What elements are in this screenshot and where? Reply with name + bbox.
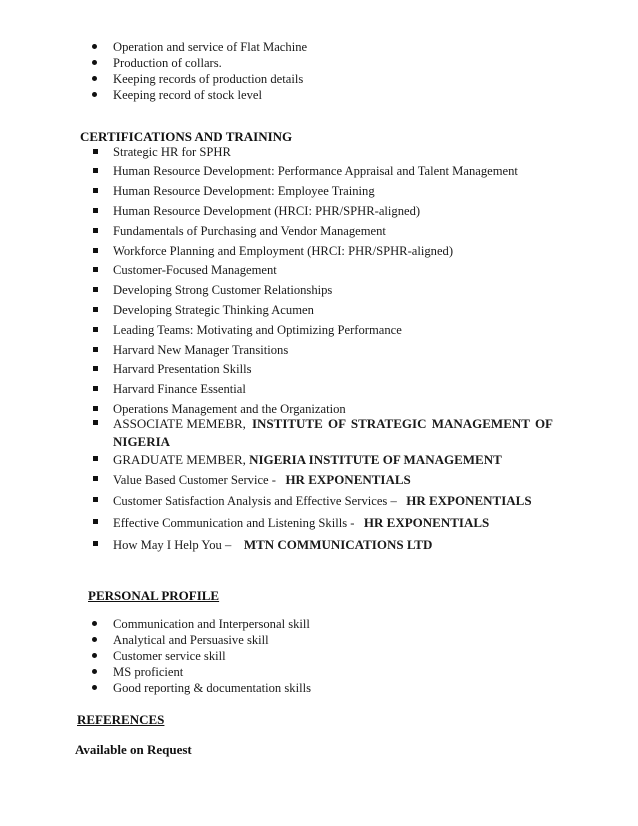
bullet-icon <box>92 653 97 658</box>
bullet-icon <box>92 685 97 690</box>
list-item <box>113 617 310 632</box>
square-bullet-icon <box>93 366 98 371</box>
list-item <box>113 88 262 103</box>
square-bullet-icon <box>93 476 98 481</box>
list-item-text: Operation and service of Flat Machine <box>113 40 308 54</box>
list-item-text: Customer-Focused Management <box>113 263 277 277</box>
list-item-text: Developing Strong Customer Relationships <box>113 283 333 297</box>
list-item <box>113 263 277 278</box>
list-item-text: MS proficient <box>113 665 184 679</box>
communication-prefix: Effective Communication and Listening Skills - <box>113 516 355 530</box>
square-bullet-icon <box>93 287 98 292</box>
list-item-text: Leading Teams: Motivating and Optimizing Performance <box>113 323 402 337</box>
personal-profile-heading: PERSONAL PROFILE <box>88 588 220 603</box>
list-item-text: Human Resource Development: Employee Training <box>113 184 375 198</box>
list-item-text: Harvard Presentation Skills <box>113 362 252 376</box>
bullet-icon <box>92 621 97 626</box>
list-item <box>113 224 386 239</box>
list-item-text: Keeping record of stock level <box>113 88 262 102</box>
square-bullet-icon <box>93 267 98 272</box>
references-heading: REFERENCES <box>77 712 165 727</box>
satisfaction-prefix: Customer Satisfaction Analysis and Effective Services – <box>113 494 397 508</box>
list-item <box>113 343 288 358</box>
list-item <box>113 244 453 259</box>
list-item-text: Strategic HR for SPHR <box>113 145 231 159</box>
square-bullet-icon <box>93 208 98 213</box>
list-item <box>113 184 375 199</box>
certifications-heading: CERTIFICATIONS AND TRAINING <box>80 129 293 144</box>
associate-org-line2: NIGERIA <box>113 434 171 449</box>
bullet-icon <box>92 76 97 81</box>
list-item-satisfaction <box>113 493 532 509</box>
square-bullet-icon <box>93 248 98 253</box>
list-item <box>113 204 420 219</box>
list-item <box>113 303 314 318</box>
help-org: MTN COMMUNICATIONS LTD <box>243 537 433 552</box>
bullet-icon <box>92 44 97 49</box>
communication-org: HR EXPONENTIALS <box>363 515 490 530</box>
list-item <box>113 649 226 664</box>
list-item <box>113 665 183 680</box>
list-item <box>113 164 518 179</box>
square-bullet-icon <box>93 420 98 425</box>
list-item-text: Fundamentals of Purchasing and Vendor Management <box>113 224 386 238</box>
square-bullet-icon <box>93 188 98 193</box>
list-item-text: Workforce Planning and Employment (HRCI: PHR/SPHR-aligned) <box>113 244 454 258</box>
list-item-text: Good reporting & documentation skills <box>113 681 311 695</box>
bullet-icon <box>92 669 97 674</box>
list-item-text: Developing Strategic Thinking Acumen <box>113 303 314 317</box>
list-item-text: Production of collars. <box>113 56 222 70</box>
square-bullet-icon <box>93 327 98 332</box>
help-prefix: How May I Help You – <box>113 538 232 552</box>
value-prefix: Value Based Customer Service - <box>113 473 276 487</box>
square-bullet-icon <box>93 307 98 312</box>
list-item-text: Human Resource Development: Performance Appraisal and Talent Management <box>113 164 518 178</box>
list-item-text: Customer service skill <box>113 649 226 663</box>
square-bullet-icon <box>93 541 98 546</box>
square-bullet-icon <box>93 497 98 502</box>
list-item <box>113 72 303 87</box>
list-item-graduate <box>113 452 502 468</box>
value-org: HR EXPONENTIALS <box>285 472 411 487</box>
square-bullet-icon <box>93 406 98 411</box>
list-item <box>113 402 346 417</box>
bullet-icon <box>92 60 97 65</box>
associate-org: INSTITUTE OF STRATEGIC MANAGEMENT OF <box>251 416 553 431</box>
list-item-help <box>113 537 432 553</box>
list-item-value <box>113 472 411 488</box>
list-item <box>113 145 231 160</box>
list-item-text: Analytical and Persuasive skill <box>113 633 269 647</box>
list-item-text: Harvard New Manager Transitions <box>113 343 289 357</box>
list-item-communication <box>113 515 489 531</box>
square-bullet-icon <box>93 228 98 233</box>
associate-line <box>113 416 553 432</box>
list-item <box>113 56 222 71</box>
list-item-text: Human Resource Development (HRCI: PHR/SPHR-aligned) <box>113 204 421 218</box>
list-item <box>113 283 332 298</box>
satisfaction-org: HR EXPONENTIALS <box>406 493 532 508</box>
square-bullet-icon <box>93 149 98 154</box>
list-item <box>113 382 246 397</box>
graduate-prefix: GRADUATE MEMBER, <box>113 452 246 467</box>
list-item <box>113 40 307 55</box>
references-text: Available on Request <box>75 742 192 757</box>
list-item <box>113 633 269 648</box>
graduate-org: NIGERIA INSTITUTE OF MANAGEMENT <box>249 452 502 467</box>
list-item-text: Harvard Finance Essential <box>113 382 246 396</box>
list-item <box>113 681 311 696</box>
list-item <box>113 362 252 377</box>
list-item-associate <box>113 416 553 450</box>
square-bullet-icon <box>93 386 98 391</box>
square-bullet-icon <box>93 347 98 352</box>
bullet-icon <box>92 92 97 97</box>
square-bullet-icon <box>93 519 98 524</box>
list-item-text: Keeping records of production details <box>113 72 304 86</box>
square-bullet-icon <box>93 168 98 173</box>
list-item-text: Operations Management and the Organization <box>113 402 346 416</box>
list-item <box>113 323 402 338</box>
square-bullet-icon <box>93 456 98 461</box>
list-item-text: Communication and Interpersonal skill <box>113 617 310 631</box>
bullet-icon <box>92 637 97 642</box>
associate-prefix: ASSOCIATE MEMEBR, <box>113 416 246 431</box>
